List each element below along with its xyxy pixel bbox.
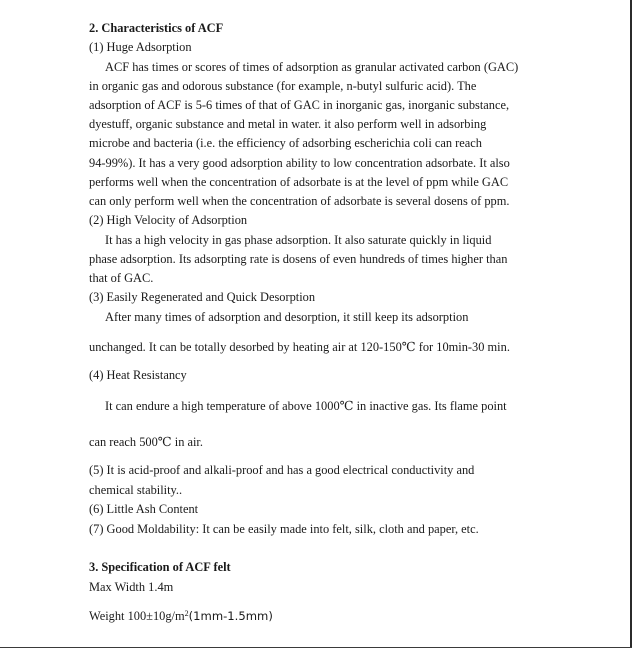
item1-line: adsorption of ACF is 5-6 times of that of GAC in inorganic gas, inorganic substance,: [89, 98, 510, 112]
item4-title: (4) Heat Resistancy: [89, 368, 187, 382]
item1-line: can only perform well when the concentration of adsorbate is several dosens of ppm.: [89, 194, 510, 208]
item1-line: dyestuff, organic substance and metal in water. it also perform well in adsorbing: [89, 117, 487, 131]
item5-line: chemical stability..: [89, 483, 183, 497]
item2-title: (2) High Velocity of Adsorption: [89, 213, 248, 227]
spec-weight-value: Weight 100±10g/m: [89, 609, 185, 623]
item1-title: (1) Huge Adsorption: [89, 40, 192, 54]
spec-weight-exponent: 2: [184, 609, 189, 618]
item3-line: After many times of adsorption and desorption, it still keep its adsorption: [105, 310, 469, 324]
item1-line: performs well when the concentration of adsorbate is at the level of ppm while GAC: [89, 175, 509, 189]
item4-line: can reach 500℃ in air.: [89, 435, 203, 449]
section2-heading: 2. Characteristics of ACF: [89, 21, 224, 35]
item1-line: 94-99%). It has a very good adsorption ability to low concentration adsorbate. It also: [89, 156, 510, 170]
item1-line: microbe and bacteria (i.e. the efficiency of adsorbing escherichia coli can reach: [89, 136, 482, 150]
item4-line: It can endure a high temperature of above 1000℃ in inactive gas. Its flame point: [105, 399, 507, 413]
item3-line: unchanged. It can be totally desorbed by heating air at 120-150℃ for 10min-30 min.: [89, 340, 510, 354]
spec-max-width: Max Width 1.4m: [89, 580, 174, 594]
item2-line: that of GAC.: [89, 271, 154, 285]
item2-line: phase adsorption. Its adsorpting rate is dosens of even hundreds of times higher than: [89, 252, 508, 266]
section3-heading: 3. Specification of ACF felt: [89, 560, 231, 574]
item3-title: (3) Easily Regenerated and Quick Desorption: [89, 290, 316, 304]
item2-line: It has a high velocity in gas phase adsorption. It also saturate quickly in liquid: [105, 233, 492, 247]
item1-line: ACF has times or scores of times of adsorption as granular activated carbon (GAC): [105, 60, 519, 74]
item1-line: in organic gas and odorous substance (for example, n-butyl sulfuric acid). The: [89, 79, 477, 93]
item5-line: (5) It is acid-proof and alkali-proof and has a good electrical conductivity and: [89, 463, 475, 477]
item7-title: (7) Good Moldability: It can be easily made into felt, silk, cloth and paper, etc.: [89, 522, 479, 536]
spec-weight-thickness: (1mm-1.5mm): [188, 609, 273, 623]
item6-title: (6) Little Ash Content: [89, 502, 199, 516]
spec-weight: [89, 608, 273, 624]
